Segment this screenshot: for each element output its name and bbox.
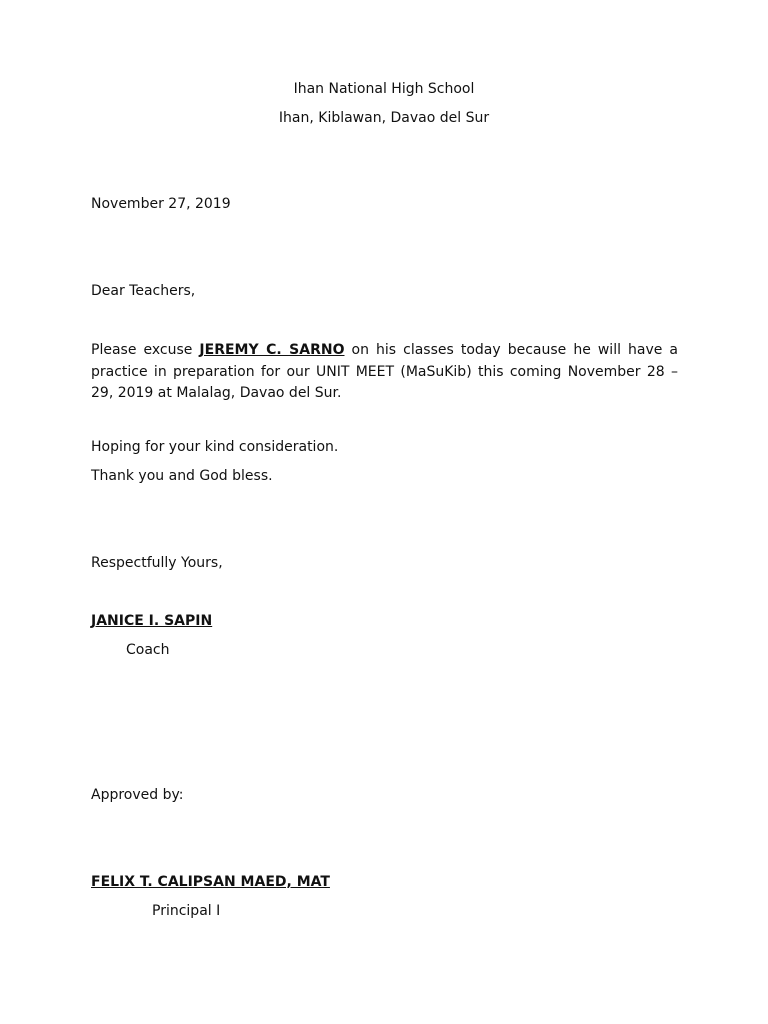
student-name: JEREMY C. SARNO bbox=[199, 342, 345, 358]
signatory-name: JANICE I. SAPIN bbox=[91, 613, 213, 629]
school-name: Ihan National High School bbox=[293, 81, 475, 97]
body-paragraph bbox=[91, 340, 678, 405]
signatory-title: Coach bbox=[126, 642, 170, 658]
closing: Respectfully Yours, bbox=[91, 555, 223, 571]
thanks-line: Thank you and God bless. bbox=[91, 468, 273, 484]
approver-name: FELIX T. CALIPSAN MAED, MAT bbox=[91, 874, 330, 890]
letter-date: November 27, 2019 bbox=[91, 196, 231, 212]
body-text-before: Please excuse bbox=[91, 342, 200, 358]
approver-title: Principal I bbox=[152, 903, 221, 919]
approval-label: Approved by: bbox=[91, 787, 184, 803]
body-text-after: on his classes today because he will have a practice in preparation for our UNIT MEET (MaSuKib) this coming November 28 – 29, 2019 at Malalag, Davao del Sur. bbox=[91, 342, 679, 401]
hoping-line: Hoping for your kind consideration. bbox=[91, 439, 339, 455]
school-address: Ihan, Kiblawan, Davao del Sur bbox=[278, 110, 490, 126]
salutation: Dear Teachers, bbox=[91, 283, 196, 299]
